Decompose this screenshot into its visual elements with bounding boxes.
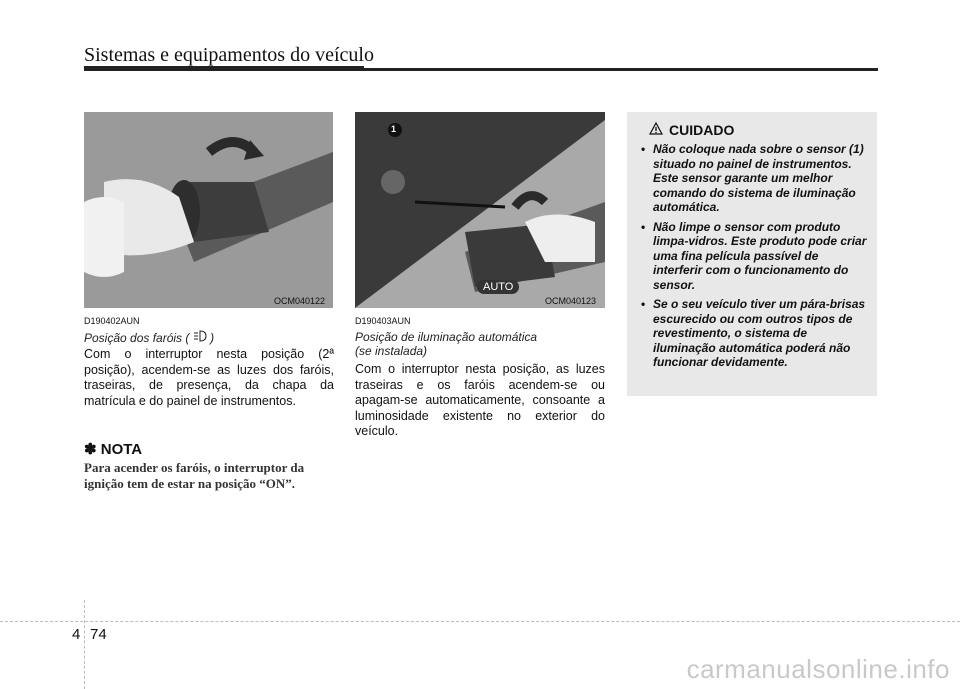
headlight-icon: [193, 331, 210, 345]
section-title-headlight: Posição dos faróis ( ): [84, 331, 215, 345]
body-auto: Com o interruptor nesta posição, as luzes traseiras e os faróis acendem-se ou apagam-se automaticamente, consoante a luminosidade existente no exterior do veículo.: [355, 362, 605, 438]
doc-code-left: D190402AUN: [84, 316, 140, 326]
section-title-auto: Posição de iluminação automática (se instalada): [355, 330, 538, 358]
page-header-title: Sistemas e equipamentos do veículo: [84, 44, 374, 66]
body-headlight: Com o interruptor nesta posição (2ª posição), acendem-se as luzes dos faróis, traseiras, de presença, da chapa da matrícula e do painel de instrumentos.: [84, 347, 334, 408]
list-item: • Se o seu veículo tiver um pára-brisas escurecido ou com outros tipos de revestimento, o sistema de iluminação automática poderá não funcionar devidamente.: [637, 297, 869, 370]
chapter-number: 4: [72, 626, 81, 643]
stalk-illustration: [84, 112, 333, 308]
auto-light-photo: [355, 112, 605, 308]
doc-code-middle: D190403AUN: [355, 316, 411, 326]
headlight-switch-photo: [84, 112, 333, 308]
page-number: 74: [90, 626, 107, 643]
caution-heading: CUIDADO: [649, 122, 869, 138]
nota-heading: ✽ NOTA: [84, 441, 143, 458]
list-item: • Não limpe o sensor com produto limpa-vidros. Este produto pode criar uma fina película passível de interferir com o funcionamento do sensor.: [637, 220, 869, 293]
watermark: carmanualsonline.info: [686, 654, 950, 684]
caution-list: [637, 142, 869, 370]
sensor-illustration: [355, 112, 605, 308]
photo-code-middle: OCM040123: [545, 296, 597, 306]
caution-box: [627, 112, 877, 396]
header-rule: [84, 68, 878, 71]
footer-rule: [0, 621, 960, 622]
list-item: • Não coloque nada sobre o sensor (1) situado no painel de instrumentos. Este sensor garante um melhor comando do sistema de iluminação automática.: [637, 142, 869, 215]
callout-number: 1: [391, 124, 397, 134]
footer-divider: [84, 600, 85, 689]
warning-icon: [649, 122, 663, 138]
auto-label: AUTO: [477, 280, 519, 294]
nota-text: Para acender os faróis, o interruptor da ignição tem de estar na posição “ON”.: [84, 460, 305, 491]
photo-code-left: OCM040122: [274, 296, 326, 306]
